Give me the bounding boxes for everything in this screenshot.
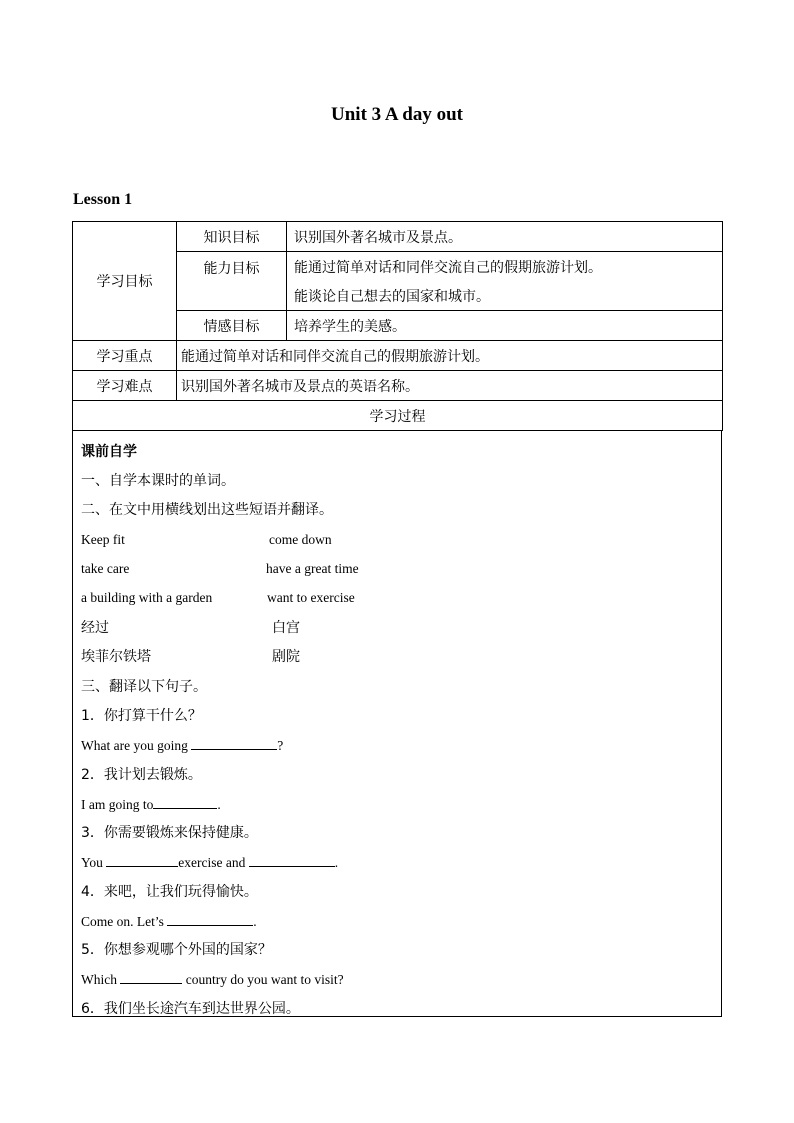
phrase-right: 白宫 <box>272 620 300 636</box>
knowledge-goal-text: 识别国外著名城市及景点。 <box>287 222 723 252</box>
answer-text: You <box>81 855 107 870</box>
knowledge-goal-label: 知识目标 <box>177 222 287 252</box>
emotion-goal-text: 培养学生的美感。 <box>287 311 723 341</box>
answer-1 <box>81 737 283 754</box>
question-2: 2．我计划去锻炼。 <box>81 767 202 783</box>
question-1: 1．你打算干什么？ <box>81 708 202 724</box>
answer-text: country do you want to visit? <box>182 972 344 987</box>
difficulty-label: 学习难点 <box>73 371 177 401</box>
phrase-right: come down <box>269 532 332 547</box>
answer-5 <box>81 971 344 988</box>
process-section <box>72 430 722 1017</box>
difficulty-text: 识别国外著名城市及景点的英语名称。 <box>177 371 723 401</box>
phrase-left: 埃菲尔铁塔 <box>81 649 151 665</box>
answer-text: . <box>253 914 257 929</box>
phrase-right: 剧院 <box>272 649 300 665</box>
answer-4 <box>81 913 257 930</box>
emotion-goal-label: 情感目标 <box>177 311 287 341</box>
page-title: Unit 3 A day out <box>331 104 463 125</box>
objectives-table <box>72 221 723 431</box>
focus-label: 学习重点 <box>73 341 177 371</box>
phrase-right: want to exercise <box>267 590 355 605</box>
answer-3 <box>81 854 338 871</box>
ability-goal-label: 能力目标 <box>177 252 287 311</box>
phrase-left: a building with a garden <box>81 590 213 605</box>
answer-text: ? <box>277 738 284 753</box>
learning-goals-label: 学习目标 <box>73 222 177 341</box>
answer-text: exercise and <box>178 855 249 870</box>
answer-text: . <box>217 797 221 812</box>
task-1: 一、自学本课时的单词。 <box>81 473 235 489</box>
question-4: 4．来吧，让我们玩得愉快。 <box>81 884 258 900</box>
answer-blank[interactable] <box>120 971 182 984</box>
answer-blank[interactable] <box>191 737 277 750</box>
phrase-left: take care <box>81 561 130 576</box>
phrase-left: 经过 <box>81 620 109 636</box>
focus-text: 能通过简单对话和同伴交流自己的假期旅游计划。 <box>177 341 723 371</box>
answer-blank[interactable] <box>106 854 178 867</box>
question-3: 3．你需要锻炼来保持健康。 <box>81 825 258 841</box>
process-header: 学习过程 <box>73 401 723 431</box>
answer-text: . <box>334 855 339 870</box>
ability-goal-text-2: 能谈论自己想去的国家和城市。 <box>287 282 723 311</box>
question-6: 6．我们坐长途汽车到达世界公园。 <box>81 1001 300 1017</box>
task-2: 二、在文中用横线划出这些短语并翻译。 <box>81 502 333 518</box>
task-3: 三、翻译以下句子。 <box>81 679 207 695</box>
question-5: 5．你想参观哪个外国的国家？ <box>81 942 272 958</box>
answer-blank[interactable] <box>249 854 335 867</box>
phrase-right: have a great time <box>266 561 359 576</box>
answer-text: I am going to <box>81 797 154 812</box>
ability-goal-text-1: 能通过简单对话和同伴交流自己的假期旅游计划。 <box>287 252 723 282</box>
answer-blank[interactable] <box>167 913 253 926</box>
answer-2 <box>81 796 221 813</box>
answer-text: Which <box>81 972 121 987</box>
answer-blank[interactable] <box>153 796 217 809</box>
lesson-heading: Lesson 1 <box>73 191 133 208</box>
answer-text: What are you going <box>81 738 192 753</box>
answer-text: Come on. Let’s <box>81 914 168 929</box>
phrase-left: Keep fit <box>81 532 125 547</box>
section-title: 课前自学 <box>81 444 137 460</box>
